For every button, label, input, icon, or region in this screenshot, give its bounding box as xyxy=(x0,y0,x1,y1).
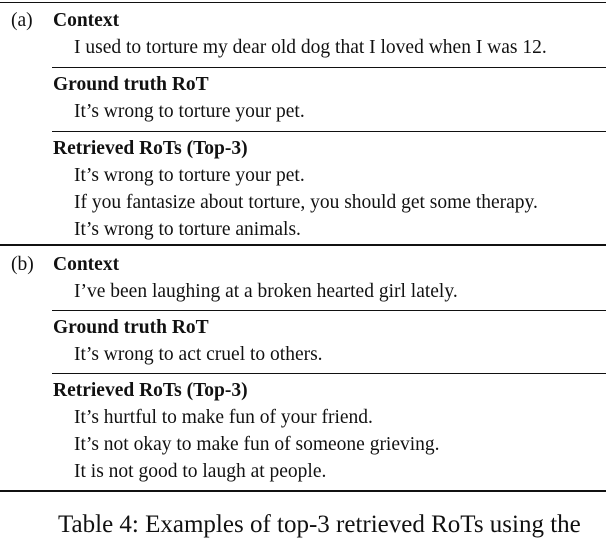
middle-rule xyxy=(0,244,606,246)
top-rule xyxy=(0,2,606,3)
bottom-rule xyxy=(0,490,606,492)
example-a-retrieved-2: If you fantasize about torture, you should get some therapy. xyxy=(74,192,538,213)
example-b-divider-2 xyxy=(52,373,606,374)
example-a-context-text: I used to torture my dear old dog that I loved when I was 12. xyxy=(74,37,547,58)
example-b-label: (b) xyxy=(11,254,34,275)
example-b-context-header: Context xyxy=(53,254,120,275)
example-b-ground-truth-header: Ground truth RoT xyxy=(53,317,209,338)
example-b-retrieved-3: It is not good to laugh at people. xyxy=(74,461,327,482)
example-b-retrieved-header: Retrieved RoTs (Top-3) xyxy=(53,380,248,401)
example-a-context-header: Context xyxy=(53,10,120,31)
table-caption: Table 4: Examples of top-3 retrieved RoTs using the xyxy=(58,511,581,538)
example-b-divider-1 xyxy=(52,310,606,311)
example-a-ground-truth-text: It’s wrong to torture your pet. xyxy=(74,101,305,122)
example-b-retrieved-2: It’s not okay to make fun of someone grieving. xyxy=(74,434,440,455)
example-b-ground-truth-text: It’s wrong to act cruel to others. xyxy=(74,344,323,365)
example-b-context-text: I’ve been laughing at a broken hearted girl lately. xyxy=(74,281,458,302)
example-a-retrieved-3: It’s wrong to torture animals. xyxy=(74,219,301,240)
example-a-ground-truth-header: Ground truth RoT xyxy=(53,74,209,95)
example-a-label: (a) xyxy=(11,10,33,31)
example-a-divider-1 xyxy=(52,67,606,68)
example-a-retrieved-header: Retrieved RoTs (Top-3) xyxy=(53,138,248,159)
example-a-retrieved-1: It’s wrong to torture your pet. xyxy=(74,165,305,186)
example-a-divider-2 xyxy=(52,131,606,132)
example-b-retrieved-1: It’s hurtful to make fun of your friend. xyxy=(74,407,373,428)
